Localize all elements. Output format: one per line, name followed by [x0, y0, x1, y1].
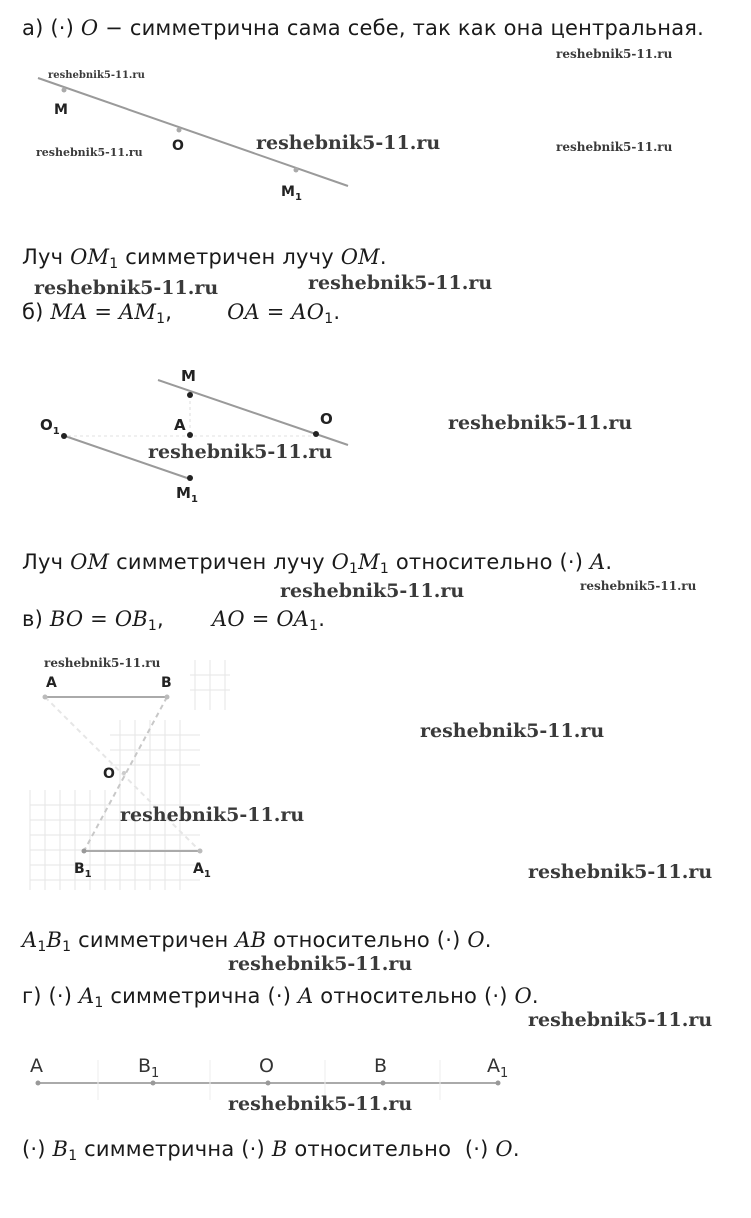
label-o-3: O: [103, 766, 115, 782]
point-m: [62, 88, 67, 93]
point-b1-4: [151, 1081, 156, 1086]
point-a-3: [43, 695, 48, 700]
watermark: reshebnik5-11.ru: [120, 804, 305, 826]
point-o-3: [122, 771, 126, 775]
point-o1-2: [61, 433, 67, 439]
figure-2: [40, 367, 348, 505]
line-a: а) (·) O − симметрична сама себе, так как она центральная.: [22, 16, 704, 40]
point-m1: [294, 168, 299, 173]
label-a1-3: $A_1$: [193, 861, 211, 880]
watermark: reshebnik5-11.ru: [48, 70, 145, 81]
figure-3: [43, 675, 211, 880]
watermark: reshebnik5-11.ru: [228, 953, 413, 975]
label-a-2: A: [174, 416, 186, 434]
point-m1-2: [187, 475, 193, 481]
label-a-4: A: [30, 1055, 43, 1077]
watermark: reshebnik5-11.ru: [148, 441, 333, 463]
watermark: reshebnik5-11.ru: [448, 412, 633, 434]
watermark: reshebnik5-11.ru: [36, 146, 143, 159]
label-b-3: B: [161, 675, 172, 691]
grid-background: [30, 660, 230, 890]
point-a-2: [187, 432, 193, 438]
line-ray-om1: Луч $OM_1$ симметричен лучу OM.: [22, 245, 387, 272]
watermark: reshebnik5-11.ru: [528, 861, 713, 883]
watermark: reshebnik5-11.ru: [44, 656, 161, 670]
label-m1-2: $M_1$: [176, 484, 198, 505]
watermark: reshebnik5-11.ru: [556, 140, 673, 154]
label-b-4: B: [374, 1055, 388, 1077]
line-v: в) BO = $OB_1$, AO = $OA_1$.: [22, 607, 326, 634]
watermark: reshebnik5-11.ru: [34, 277, 219, 299]
line-segment: $A_1B_1$ симметричен AB относительно (·) O.: [22, 928, 492, 955]
label-m-2: M: [181, 367, 196, 385]
point-b1-3: [82, 849, 87, 854]
label-b1-3: $B_1$: [74, 861, 92, 880]
watermark: reshebnik5-11.ru: [228, 1093, 413, 1115]
point-a1-3: [198, 849, 203, 854]
point-o: [177, 128, 182, 133]
label-m1: $M_1$: [281, 184, 302, 203]
watermark: reshebnik5-11.ru: [256, 132, 441, 154]
point-o-4: [266, 1081, 271, 1086]
watermark: reshebnik5-11.ru: [420, 720, 605, 742]
point-a-4: [36, 1081, 41, 1086]
point-a1-4: [496, 1081, 501, 1086]
point-b-4: [381, 1081, 386, 1086]
line-ray-om: Луч OM симметричен лучу $O_1M_1$ относительно (·) A.: [22, 550, 613, 577]
watermark: reshebnik5-11.ru: [280, 580, 465, 602]
label-o: O: [172, 138, 184, 154]
label-a1-4: $A_1$: [487, 1055, 509, 1081]
label-m: M: [54, 102, 68, 118]
watermark: reshebnik5-11.ru: [528, 1009, 713, 1031]
label-o1-2: $O_1$: [40, 416, 60, 437]
line-b: б) MA = $AM_1$, OA = $AO_1$.: [22, 300, 341, 327]
watermark: reshebnik5-11.ru: [580, 579, 697, 593]
line-last: (·) $B_1$ симметрична (·) B относительно (·) O.: [22, 1137, 520, 1164]
label-o-2: O: [320, 410, 333, 428]
label-a-3: A: [46, 675, 57, 691]
watermark: reshebnik5-11.ru: [556, 47, 673, 61]
point-o-2: [313, 431, 319, 437]
point-b-3: [165, 695, 170, 700]
point-m-2: [187, 392, 193, 398]
label-o-4: O: [259, 1055, 274, 1077]
label-b1-4: $B_1$: [138, 1055, 160, 1081]
watermark: reshebnik5-11.ru: [308, 272, 493, 294]
line-g: г) (·) $A_1$ симметрична (·) A относительно (·) O.: [22, 984, 539, 1011]
